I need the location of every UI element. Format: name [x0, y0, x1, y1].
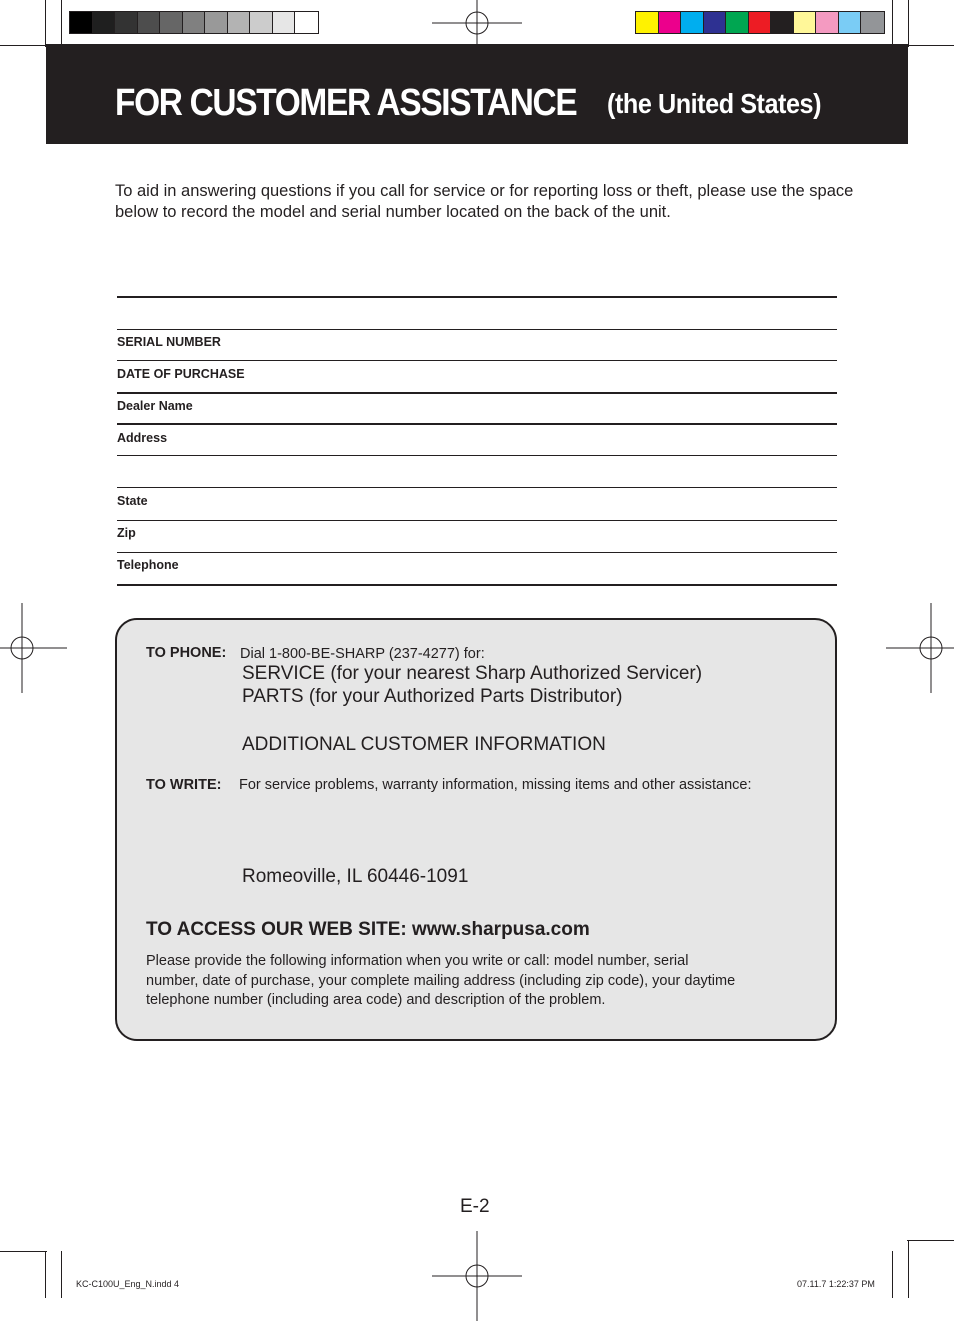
phone-label: TO PHONE:	[146, 645, 227, 661]
phone-item-additional: ADDITIONAL CUSTOMER INFORMATION	[242, 734, 606, 755]
form-rule	[117, 296, 837, 298]
registration-mark-bottom	[432, 1231, 522, 1321]
intro-paragraph: To aid in answering questions if you call for service or for reporting loss or theft, please use the space below to record the model and serial number located on the back of the unit.	[115, 182, 854, 221]
gray-swatch	[250, 12, 273, 33]
form-rule	[117, 487, 837, 488]
write-text: For service problems, warranty information, missing items and other assistance:	[239, 777, 752, 793]
form-rule	[117, 392, 837, 394]
gray-swatch	[228, 12, 251, 33]
field-label-date-of-purchase: DATE OF PURCHASE	[117, 367, 245, 381]
registration-mark-right	[886, 603, 954, 693]
color-swatch	[839, 12, 862, 33]
gray-swatch	[160, 12, 183, 33]
gray-swatch	[205, 12, 228, 33]
form-rule	[117, 552, 837, 553]
page-title: FOR CUSTOMER ASSISTANCE	[115, 82, 577, 124]
gray-swatch	[183, 12, 206, 33]
gray-swatch	[295, 12, 318, 33]
web-note-line: telephone number (including area code) and description of the problem.	[146, 992, 606, 1008]
form-rule	[117, 360, 837, 361]
field-label-address: Address	[117, 431, 168, 445]
form-rule	[117, 423, 837, 425]
process-color-bar	[635, 11, 885, 34]
field-label-telephone: Telephone	[117, 558, 179, 572]
color-swatch	[794, 12, 817, 33]
phone-item-parts: PARTS (for your Authorized Parts Distributor)	[242, 686, 623, 707]
color-swatch	[636, 12, 659, 33]
color-swatch	[861, 12, 884, 33]
gray-swatch	[93, 12, 116, 33]
field-label-state: State	[117, 494, 148, 508]
form-rule	[117, 329, 837, 330]
field-label-serial-number: SERIAL NUMBER	[117, 335, 221, 349]
grayscale-color-bar	[69, 11, 319, 34]
file-slug: KC-C100U_Eng_N.indd 4	[76, 1279, 180, 1289]
page-subtitle: (the United States)	[607, 88, 822, 119]
timestamp-slug: 07.11.7 1:22:37 PM	[797, 1279, 875, 1289]
page-number: E-2	[460, 1196, 490, 1217]
color-swatch	[771, 12, 794, 33]
color-swatch	[726, 12, 749, 33]
gray-swatch	[115, 12, 138, 33]
mailing-address-line: Romeoville, IL 60446-1091	[242, 866, 469, 887]
gray-swatch	[70, 12, 93, 33]
web-site-heading: TO ACCESS OUR WEB SITE: www.sharpusa.com	[146, 919, 590, 940]
phone-item-service: SERVICE (for your nearest Sharp Authorized Servicer)	[242, 663, 703, 684]
color-swatch	[704, 12, 727, 33]
color-swatch	[749, 12, 772, 33]
color-swatch	[659, 12, 682, 33]
write-label: TO WRITE:	[146, 777, 222, 793]
registration-mark-left	[0, 603, 67, 693]
web-note-line: Please provide the following information when you write or call: model number, serial	[146, 953, 689, 969]
form-rule	[117, 455, 837, 456]
field-label-zip: Zip	[117, 526, 136, 540]
gray-swatch	[273, 12, 296, 33]
form-rule	[117, 584, 837, 586]
web-note-line: number, date of purchase, your complete mailing address (including zip code), your daytime	[146, 973, 736, 989]
field-label-dealer-name: Dealer Name	[117, 399, 193, 413]
gray-swatch	[138, 12, 161, 33]
color-swatch	[681, 12, 704, 33]
color-swatch	[816, 12, 839, 33]
phone-text: Dial 1-800-BE-SHARP (237-4277) for:	[240, 646, 485, 662]
form-rule	[117, 520, 837, 521]
